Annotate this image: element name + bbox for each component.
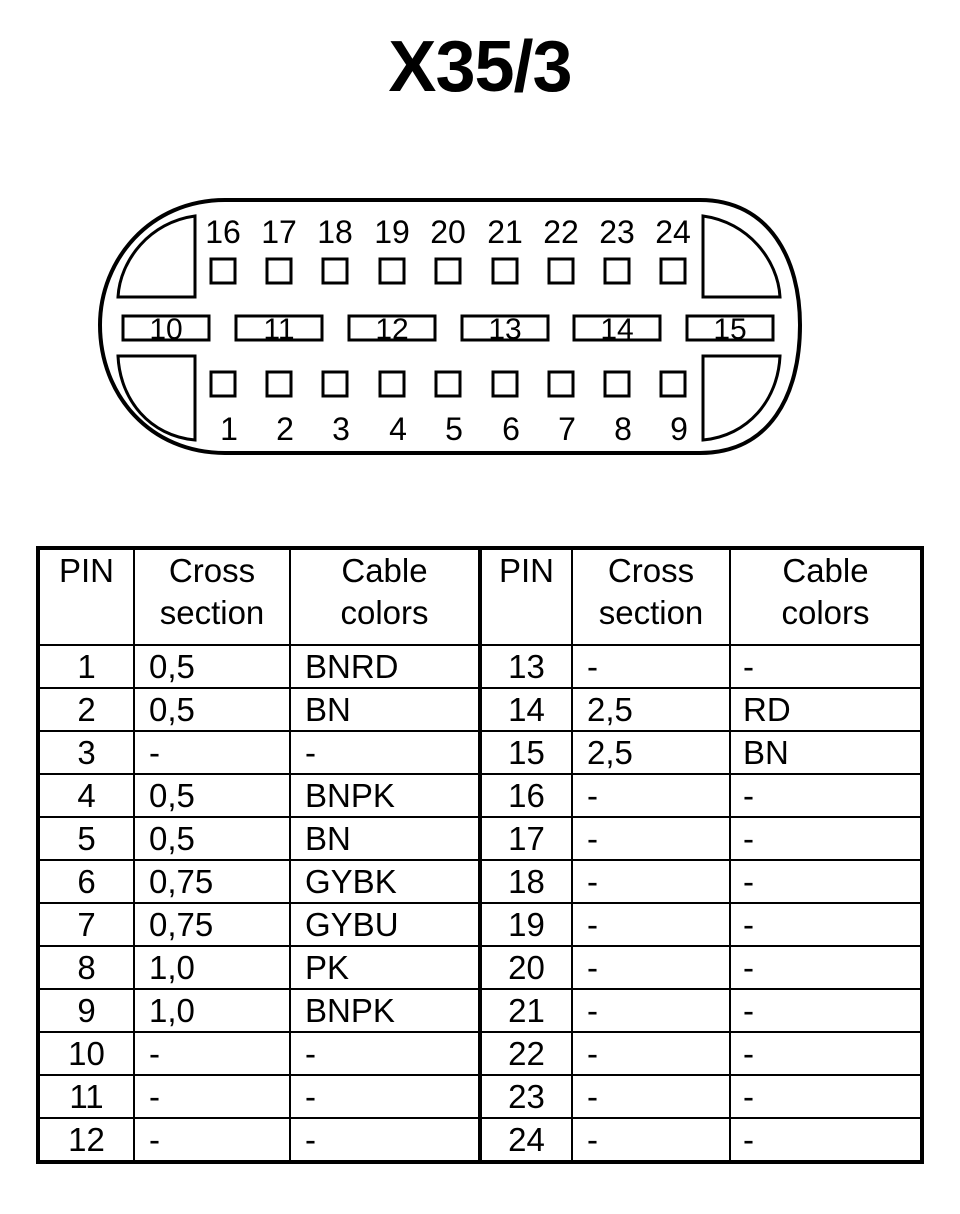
- top-pin-label: 17: [261, 214, 297, 250]
- header-cable-colors-right: [730, 548, 922, 645]
- top-pin-socket: [436, 259, 460, 283]
- top-pin-label: 24: [655, 214, 691, 250]
- middle-pin-label: 14: [600, 313, 634, 346]
- right-cross-section-cell: -: [572, 903, 730, 946]
- left-cable-color-cell: -: [290, 1118, 480, 1162]
- table-row: [38, 946, 922, 989]
- left-cable-color-cell: BNRD: [290, 645, 480, 688]
- right-cable-color-cell: -: [730, 989, 922, 1032]
- right-pin-cell: 14: [480, 688, 572, 731]
- bottom-pin-label: 3: [332, 411, 350, 447]
- bottom-pin-label: 2: [276, 411, 294, 447]
- left-pin-cell: 5: [38, 817, 134, 860]
- right-pin-cell: 22: [480, 1032, 572, 1075]
- left-cable-color-cell: BN: [290, 817, 480, 860]
- top-pin-label: 22: [543, 214, 579, 250]
- left-cross-section-cell: 0,5: [134, 774, 290, 817]
- right-cross-section-cell: -: [572, 946, 730, 989]
- right-cross-section-cell: -: [572, 817, 730, 860]
- table-row: [38, 903, 922, 946]
- right-pin-cell: 21: [480, 989, 572, 1032]
- connector-title: X35/3: [388, 27, 572, 107]
- left-cable-color-cell: BNPK: [290, 774, 480, 817]
- bottom-pin-socket: [605, 372, 629, 396]
- right-cross-section-cell: -: [572, 989, 730, 1032]
- top-pin-socket: [323, 259, 347, 283]
- bottom-pin-label: 1: [220, 411, 238, 447]
- header-cross-section-left: [134, 548, 290, 645]
- top-pin-socket: [605, 259, 629, 283]
- left-cable-color-cell: BN: [290, 688, 480, 731]
- right-cross-section-cell: 2,5: [572, 731, 730, 774]
- right-cross-section-cell: -: [572, 1032, 730, 1075]
- header-cross-section-right: [572, 548, 730, 645]
- left-cable-color-cell: GYBU: [290, 903, 480, 946]
- top-pin-label: 21: [487, 214, 523, 250]
- right-cable-color-cell: -: [730, 860, 922, 903]
- bottom-pin-row: [211, 372, 688, 447]
- top-pin-label: 20: [430, 214, 466, 250]
- left-cable-color-cell: BNPK: [290, 989, 480, 1032]
- left-pin-cell: 10: [38, 1032, 134, 1075]
- top-pin-row: [205, 214, 691, 283]
- middle-pin-row: [123, 313, 773, 346]
- middle-pin-label: 15: [713, 313, 747, 346]
- header-cable-word: Cable: [782, 552, 869, 589]
- left-pin-cell: 2: [38, 688, 134, 731]
- left-cable-color-cell: -: [290, 1032, 480, 1075]
- header-section-word: section: [598, 594, 704, 631]
- right-cross-section-cell: -: [572, 1118, 730, 1162]
- middle-pin-label: 13: [488, 313, 522, 346]
- right-cross-section-cell: 2,5: [572, 688, 730, 731]
- header-cable-word: Cable: [341, 552, 428, 589]
- corner-key-2: [118, 356, 195, 440]
- bottom-pin-socket: [267, 372, 291, 396]
- right-cable-color-cell: BN: [730, 731, 922, 774]
- top-pin-socket: [549, 259, 573, 283]
- right-pin-cell: 13: [480, 645, 572, 688]
- middle-pin-label: 12: [375, 313, 409, 346]
- left-cross-section-cell: -: [134, 1075, 290, 1118]
- bottom-pin-label: 5: [445, 411, 463, 447]
- left-cable-color-cell: PK: [290, 946, 480, 989]
- left-cross-section-cell: -: [134, 1118, 290, 1162]
- top-pin-socket: [493, 259, 517, 283]
- table-header-row: [38, 548, 922, 645]
- left-pin-cell: 6: [38, 860, 134, 903]
- table-row: [38, 731, 922, 774]
- bottom-pin-label: 8: [614, 411, 632, 447]
- right-pin-cell: 18: [480, 860, 572, 903]
- right-cable-color-cell: -: [730, 946, 922, 989]
- table-row: [38, 1032, 922, 1075]
- right-cable-color-cell: -: [730, 1032, 922, 1075]
- right-pin-cell: 16: [480, 774, 572, 817]
- bottom-pin-socket: [380, 372, 404, 396]
- right-cross-section-cell: -: [572, 774, 730, 817]
- top-pin-socket: [380, 259, 404, 283]
- middle-pin-label: 10: [149, 313, 183, 346]
- right-pin-cell: 15: [480, 731, 572, 774]
- left-cross-section-cell: -: [134, 731, 290, 774]
- left-pin-cell: 3: [38, 731, 134, 774]
- bottom-pin-socket: [436, 372, 460, 396]
- right-pin-cell: 23: [480, 1075, 572, 1118]
- bottom-pin-socket: [323, 372, 347, 396]
- top-pin-socket: [267, 259, 291, 283]
- table-row: [38, 860, 922, 903]
- header-section-word: section: [159, 594, 265, 631]
- table-row: [38, 645, 922, 688]
- header-pin-left: PIN: [38, 548, 134, 645]
- table-row: [38, 688, 922, 731]
- left-pin-cell: 1: [38, 645, 134, 688]
- right-cable-color-cell: -: [730, 817, 922, 860]
- right-pin-cell: 24: [480, 1118, 572, 1162]
- connector-diagram: [0, 180, 960, 480]
- corner-key-1: [118, 216, 195, 297]
- bottom-pin-socket: [661, 372, 685, 396]
- bottom-pin-socket: [493, 372, 517, 396]
- left-cable-color-cell: -: [290, 1075, 480, 1118]
- right-cable-color-cell: -: [730, 774, 922, 817]
- header-pin-right: PIN: [480, 548, 572, 645]
- table-row: [38, 989, 922, 1032]
- left-cross-section-cell: 0,75: [134, 903, 290, 946]
- bottom-pin-label: 9: [670, 411, 688, 447]
- left-cross-section-cell: -: [134, 1032, 290, 1075]
- left-cross-section-cell: 1,0: [134, 946, 290, 989]
- top-pin-label: 19: [374, 214, 410, 250]
- left-cross-section-cell: 0,75: [134, 860, 290, 903]
- header-cross-word: Cross: [607, 552, 695, 589]
- right-cross-section-cell: -: [572, 645, 730, 688]
- left-pin-cell: 4: [38, 774, 134, 817]
- bottom-pin-socket: [211, 372, 235, 396]
- right-cable-color-cell: RD: [730, 688, 922, 731]
- table-row: [38, 1075, 922, 1118]
- right-cable-color-cell: -: [730, 1118, 922, 1162]
- left-cross-section-cell: 0,5: [134, 645, 290, 688]
- right-pin-cell: 17: [480, 817, 572, 860]
- bottom-pin-label: 7: [558, 411, 576, 447]
- table-row: [38, 774, 922, 817]
- header-cross-word: Cross: [168, 552, 256, 589]
- left-cable-color-cell: GYBK: [290, 860, 480, 903]
- left-pin-cell: 11: [38, 1075, 134, 1118]
- left-pin-cell: 12: [38, 1118, 134, 1162]
- top-pin-socket: [211, 259, 235, 283]
- left-cross-section-cell: 0,5: [134, 817, 290, 860]
- bottom-pin-label: 6: [502, 411, 520, 447]
- left-pin-cell: 7: [38, 903, 134, 946]
- right-pin-cell: 20: [480, 946, 572, 989]
- header-cable-colors-left: [290, 548, 480, 645]
- bottom-pin-label: 4: [389, 411, 407, 447]
- header-colors-word: colors: [781, 594, 870, 631]
- left-pin-cell: 9: [38, 989, 134, 1032]
- pin-assignment-table: [36, 546, 924, 1164]
- top-pin-label: 18: [317, 214, 353, 250]
- top-pin-label: 23: [599, 214, 635, 250]
- right-cable-color-cell: -: [730, 1075, 922, 1118]
- left-cable-color-cell: -: [290, 731, 480, 774]
- bottom-pin-socket: [549, 372, 573, 396]
- left-pin-cell: 8: [38, 946, 134, 989]
- table-row: [38, 817, 922, 860]
- top-pin-socket: [661, 259, 685, 283]
- left-cross-section-cell: 0,5: [134, 688, 290, 731]
- right-cross-section-cell: -: [572, 860, 730, 903]
- top-pin-label: 16: [205, 214, 241, 250]
- left-cross-section-cell: 1,0: [134, 989, 290, 1032]
- header-colors-word: colors: [340, 594, 429, 631]
- middle-pin-label: 11: [263, 313, 295, 346]
- right-cable-color-cell: -: [730, 903, 922, 946]
- right-pin-cell: 19: [480, 903, 572, 946]
- right-cross-section-cell: -: [572, 1075, 730, 1118]
- table-row: [38, 1118, 922, 1162]
- right-cable-color-cell: -: [730, 645, 922, 688]
